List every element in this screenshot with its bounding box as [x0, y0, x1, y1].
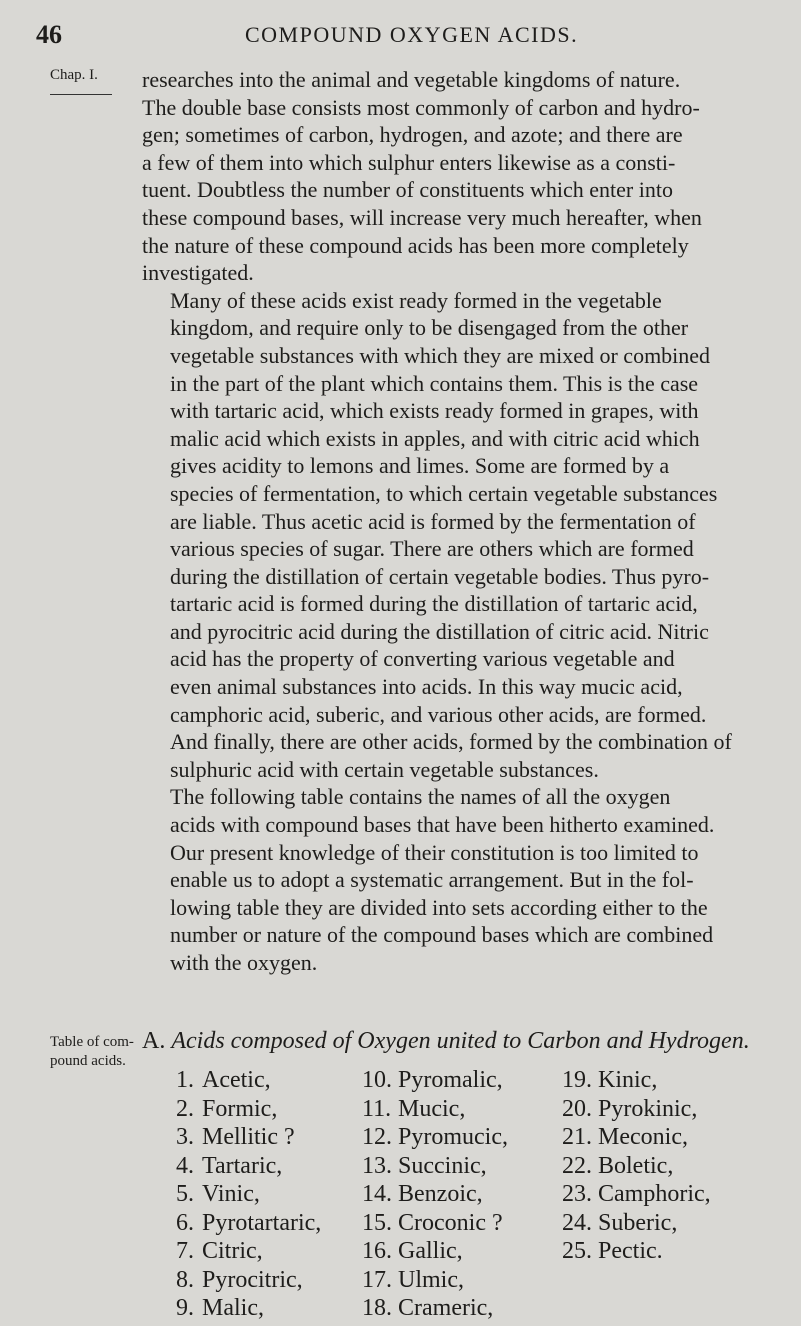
acid-number: 1.	[176, 1067, 194, 1093]
acid-name: Pyromucic,	[398, 1124, 508, 1150]
acid-name: Kinic,	[598, 1067, 658, 1093]
acid-list-item	[362, 1152, 508, 1181]
text-line: The double base consists most commonly of carbon and hydro-	[142, 94, 700, 120]
running-head: COMPOUND OXYGEN ACIDS.	[245, 22, 579, 47]
acid-name: Suberic,	[598, 1209, 678, 1236]
text-line: sulphuric acid with certain vegetable substances.	[170, 756, 599, 782]
text-line: tuent. Doubtless the number of constituents which enter into	[142, 177, 673, 203]
text-line: The following table contains the names of all the oxygen	[170, 784, 671, 810]
acid-list-item	[166, 1266, 321, 1295]
paragraph	[142, 783, 782, 976]
acid-number: 15.	[362, 1209, 392, 1236]
acid-list-item	[166, 1294, 321, 1323]
acid-list-item	[362, 1066, 508, 1095]
text-line: gives acidity to lemons and limes. Some are formed by a	[170, 453, 670, 479]
acid-name: Benzoic,	[398, 1181, 483, 1207]
acid-name: Pyrocitric,	[202, 1266, 303, 1293]
text-line: Many of these acids exist ready formed in the vegetable	[170, 287, 662, 313]
acid-number: 25.	[562, 1238, 592, 1264]
body-text	[142, 66, 782, 977]
acid-number: 20.	[562, 1095, 592, 1122]
text-line: lowing table they are divided into sets according either to the	[170, 894, 708, 920]
acid-name: Formic,	[202, 1095, 278, 1122]
text-line: gen; sometimes of carbon, hydrogen, and azote; and there are	[142, 122, 683, 148]
acid-number: 14.	[362, 1181, 392, 1207]
table-label: A.	[142, 1028, 166, 1054]
text-line: even animal substances into acids. In this way mucic acid,	[170, 674, 683, 700]
acid-name: Camphoric,	[598, 1181, 711, 1207]
acid-list-item	[362, 1095, 508, 1124]
acid-number: 13.	[362, 1152, 392, 1179]
acid-number: 21.	[562, 1124, 592, 1150]
acid-name: Mellitic ?	[202, 1124, 295, 1150]
acid-number: 11.	[362, 1095, 392, 1122]
acid-list-item	[166, 1066, 321, 1095]
acid-name: Tartaric,	[202, 1152, 283, 1179]
acid-list-item	[562, 1209, 711, 1238]
acid-list-item	[166, 1152, 321, 1181]
acid-list-item	[562, 1237, 711, 1266]
acid-column	[362, 1066, 508, 1323]
acid-number: 7.	[176, 1238, 194, 1264]
margin-table-note-line: pound acids.	[50, 1053, 126, 1069]
acid-number: 3.	[176, 1124, 194, 1150]
acid-name: Pyrotartaric,	[202, 1209, 322, 1236]
paragraph	[142, 287, 782, 784]
acid-name: Ulmic,	[398, 1266, 464, 1293]
acid-number: 17.	[362, 1266, 392, 1293]
text-line: these compound bases, will increase very much hereafter, when	[142, 204, 702, 230]
text-line: researches into the animal and vegetable kingdoms of nature.	[142, 67, 681, 92]
page-number: 46	[36, 20, 62, 49]
text-line: and pyrocitric acid during the distillation of citric acid. Nitric	[170, 618, 709, 644]
acid-list-item	[362, 1266, 508, 1295]
acid-number: 9.	[176, 1295, 194, 1321]
acid-name: Pyrokinic,	[598, 1095, 698, 1122]
text-line: acid has the property of converting various vegetable and	[170, 646, 675, 672]
acid-number: 22.	[562, 1152, 592, 1179]
acid-number: 5.	[176, 1181, 194, 1207]
acid-list-item	[362, 1294, 508, 1323]
text-line: investigated.	[142, 260, 254, 286]
text-line: are liable. Thus acetic acid is formed by the fermentation of	[170, 508, 696, 534]
text-line: malic acid which exists in apples, and with citric acid which	[170, 425, 700, 451]
acid-number: 6.	[176, 1209, 194, 1236]
text-line: in the part of the plant which contains them. This is the case	[170, 370, 699, 396]
text-line: vegetable substances with which they are mixed or combined	[170, 342, 711, 368]
acid-name: Crameric,	[398, 1295, 494, 1321]
acid-column	[166, 1066, 321, 1323]
acid-name: Acetic,	[202, 1067, 271, 1093]
text-line: during the distillation of certain vegetable bodies. Thus pyro-	[170, 563, 710, 589]
acid-column	[562, 1066, 711, 1266]
acid-name: Succinic,	[398, 1152, 487, 1179]
page-header	[0, 0, 801, 60]
acid-list-item	[362, 1180, 508, 1209]
acid-name: Citric,	[202, 1238, 263, 1264]
text-line: Our present knowledge of their constitution is too limited to	[170, 839, 699, 865]
table-title: Acids composed of Oxygen united to Carbon and Hydrogen.	[171, 1028, 750, 1054]
acid-list-item	[166, 1123, 321, 1152]
acid-number: 12.	[362, 1124, 392, 1150]
text-line: acids with compound bases that have been hitherto examined.	[170, 812, 715, 838]
acid-name: Gallic,	[398, 1238, 463, 1264]
acid-list-item	[362, 1123, 508, 1152]
text-line: the nature of these compound acids has been more completely	[142, 232, 689, 258]
acid-number: 10.	[362, 1067, 392, 1093]
acid-number: 23.	[562, 1181, 592, 1207]
margin-table-note	[50, 1033, 134, 1071]
acid-number: 19.	[562, 1067, 592, 1093]
acid-name: Malic,	[202, 1295, 264, 1321]
acid-list-item	[562, 1066, 711, 1095]
acid-number: 2.	[176, 1095, 194, 1122]
acid-name: Meconic,	[598, 1124, 688, 1150]
acid-name: Boletic,	[598, 1152, 674, 1179]
margin-chapter-label: Chap. I.	[50, 67, 98, 83]
acid-number: 8.	[176, 1266, 194, 1293]
paragraph	[142, 66, 782, 287]
text-line: tartaric acid is formed during the distillation of tartaric acid,	[170, 591, 698, 617]
text-line: with tartaric acid, which exists ready formed in grapes, with	[170, 398, 699, 424]
acid-list-item	[562, 1180, 711, 1209]
text-line: kingdom, and require only to be disengaged from the other	[170, 315, 689, 341]
acid-list-item	[562, 1123, 711, 1152]
acid-list-item	[562, 1095, 711, 1124]
text-line: with the oxygen.	[170, 950, 318, 975]
acid-name: Croconic ?	[398, 1209, 503, 1236]
acid-number: 4.	[176, 1152, 194, 1179]
acid-number: 18.	[362, 1295, 392, 1321]
text-line: enable us to adopt a systematic arrangement. But in the fol-	[170, 867, 694, 893]
text-line: camphoric acid, suberic, and various other acids, are formed.	[170, 701, 707, 727]
text-line: various species of sugar. There are others which are formed	[170, 536, 694, 562]
acid-list-item	[562, 1152, 711, 1181]
acid-number: 24.	[562, 1209, 592, 1236]
acid-list-item	[362, 1237, 508, 1266]
margin-rule	[50, 94, 112, 95]
text-line: number or nature of the compound bases which are combined	[170, 922, 714, 948]
acid-name: Vinic,	[202, 1181, 260, 1207]
acid-list-item	[166, 1180, 321, 1209]
margin-table-note-line: Table of com-	[50, 1034, 134, 1050]
acid-name: Pyromalic,	[398, 1067, 503, 1093]
acid-list-item	[166, 1209, 321, 1238]
acid-number: 16.	[362, 1238, 392, 1264]
acid-list-item	[166, 1237, 321, 1266]
acid-list-item	[362, 1209, 508, 1238]
acid-list-item	[166, 1095, 321, 1124]
text-line: a few of them into which sulphur enters likewise as a consti-	[142, 149, 676, 175]
text-line: species of fermentation, to which certain vegetable substances	[170, 480, 718, 506]
acid-name: Mucic,	[398, 1095, 466, 1122]
text-line: And finally, there are other acids, formed by the combination of	[170, 729, 732, 755]
acid-name: Pectic.	[598, 1238, 663, 1264]
table-heading	[142, 1028, 750, 1055]
